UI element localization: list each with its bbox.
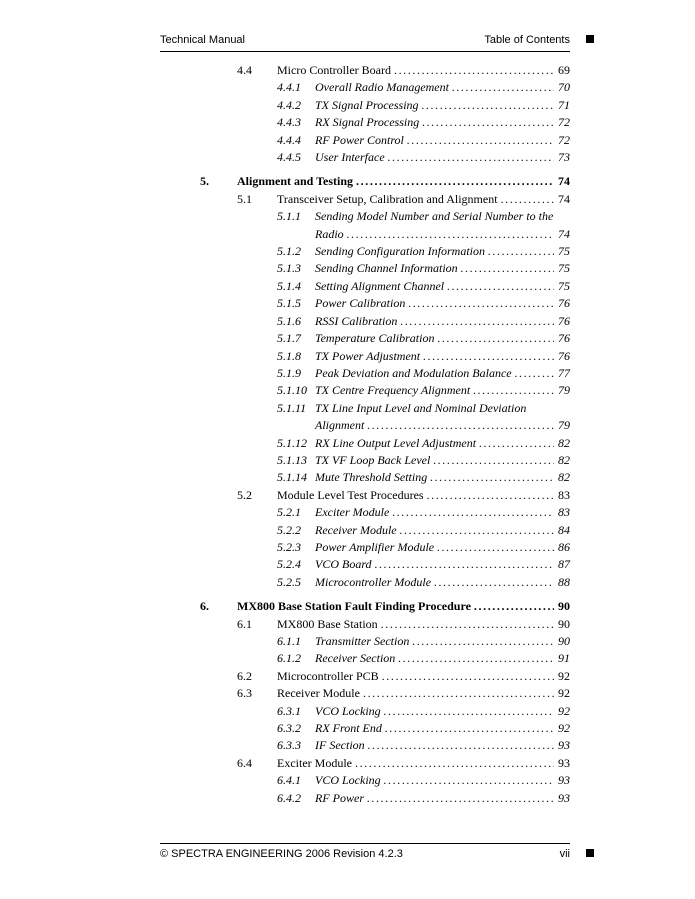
toc-entry-title: VCO Board — [315, 557, 372, 572]
header-corner-mark — [586, 35, 594, 43]
toc-entry — [200, 97, 570, 114]
toc-dot-leader — [427, 487, 554, 504]
toc-entry — [200, 295, 570, 312]
toc-entry-title: Transceiver Setup, Calibration and Alignment — [277, 191, 498, 206]
running-footer — [160, 843, 570, 860]
running-header — [160, 34, 570, 52]
toc-entry-page: 93 — [558, 790, 570, 805]
toc-dot-leader — [501, 191, 554, 208]
toc-dot-leader — [368, 737, 554, 754]
toc-entry-title: Exciter Module — [315, 505, 390, 520]
toc-entry-number: 5.2.5 — [277, 574, 301, 589]
toc-entry-line — [315, 278, 570, 295]
toc-entry-body — [315, 382, 570, 399]
toc-entry-line — [277, 668, 570, 685]
toc-entry-page: 77 — [558, 365, 570, 380]
toc-entry — [200, 382, 570, 399]
toc-entry-title: RX Front End — [315, 721, 382, 736]
toc-entry — [200, 114, 570, 131]
toc-entry-number: 5.2.3 — [277, 539, 301, 554]
toc-entry-body — [315, 556, 570, 573]
toc-entry-line — [315, 243, 570, 260]
toc-entry-number: 6.3 — [237, 686, 252, 701]
toc-dot-leader — [412, 633, 554, 650]
toc-entry-body — [315, 348, 570, 365]
toc-entry-line — [315, 97, 570, 114]
toc-entry — [200, 278, 570, 295]
toc-entry-body — [315, 469, 570, 486]
toc-entry-body — [315, 365, 570, 382]
toc-dot-leader — [422, 97, 554, 114]
toc-entry-body — [277, 616, 570, 633]
toc-entry-title: TX VF Loop Back Level — [315, 452, 431, 467]
toc-entry-page: 83 — [558, 505, 570, 520]
toc-entry-title: Receiver Module — [315, 522, 397, 537]
toc-entry-title: Module Level Test Procedures — [277, 487, 424, 502]
toc-entry-page: 93 — [558, 773, 570, 788]
toc-entry-line — [277, 685, 570, 702]
toc-entry-number: 6. — [200, 599, 209, 614]
toc-entry — [200, 62, 570, 79]
toc-entry — [200, 208, 570, 243]
toc-dot-leader — [355, 755, 554, 772]
toc-entry — [200, 539, 570, 556]
toc-entry-body — [315, 278, 570, 295]
toc-entry-body — [315, 260, 570, 277]
toc-entry-line — [315, 208, 570, 225]
toc-entry-page: 76 — [558, 313, 570, 328]
toc-entry-title: Setting Alignment Channel — [315, 278, 445, 293]
toc-entry-body — [315, 243, 570, 260]
toc-entry — [200, 616, 570, 633]
toc-entry-page: 93 — [558, 738, 570, 753]
toc-entry-page: 75 — [558, 244, 570, 259]
toc-entry-number: 5.1.12 — [277, 435, 307, 450]
footer-page-number: vii — [559, 848, 570, 860]
toc-entry-line — [315, 260, 570, 277]
toc-entry-body — [315, 330, 570, 347]
toc-entry-title: RF Power — [315, 790, 364, 805]
toc-entry-title: Microcontroller Module — [315, 574, 432, 589]
toc-entry-number: 5.1.1 — [277, 209, 301, 224]
toc-entry-page: 82 — [558, 452, 570, 467]
toc-entry-title: Sending Configuration Information — [315, 244, 486, 259]
toc-entry-body — [277, 755, 570, 772]
toc-entry-number: 4.4 — [237, 63, 252, 77]
toc-entry — [200, 772, 570, 789]
toc-entry-title: VCO Locking — [315, 703, 381, 718]
toc-dot-leader — [474, 598, 554, 615]
toc-entry — [200, 685, 570, 702]
toc-entry-title: Exciter Module — [277, 755, 352, 770]
toc-entry-number: 5.1.9 — [277, 365, 301, 380]
toc-entry — [200, 313, 570, 330]
toc-entry-line — [237, 598, 570, 615]
toc-entry-title: RSSI Calibration — [315, 313, 398, 328]
header-left-text: Technical Manual — [160, 34, 245, 46]
toc-dot-leader — [384, 772, 554, 789]
toc-entry-title: IF Section — [315, 738, 365, 753]
toc-entry-title: RF Power Control — [315, 132, 404, 147]
toc-entry-line — [315, 452, 570, 469]
toc-entry — [200, 243, 570, 260]
toc-entry-line — [315, 382, 570, 399]
toc-entry — [200, 191, 570, 208]
toc-dot-leader — [356, 173, 554, 190]
toc-entry-title: RX Signal Processing — [315, 115, 420, 130]
toc-dot-leader — [388, 149, 554, 166]
toc-entry — [200, 633, 570, 650]
toc-entry-title: Power Amplifier Module — [315, 539, 435, 554]
toc-entry-number: 5.1.7 — [277, 331, 301, 346]
toc-entry-line — [315, 132, 570, 149]
toc-entry-line — [315, 149, 570, 166]
toc-entry-line — [315, 633, 570, 650]
toc-entry-title: User Interface — [315, 150, 385, 165]
toc-entry-page: 88 — [558, 574, 570, 589]
toc-entry-title: Temperature Calibration — [315, 331, 435, 346]
toc-entry-page: 90 — [558, 616, 570, 631]
toc-entry-title: Alignment — [315, 418, 365, 433]
toc-dot-leader — [488, 243, 554, 260]
toc-entry — [200, 556, 570, 573]
toc-entry-title: Mute Threshold Setting — [315, 470, 428, 485]
toc-entry — [200, 522, 570, 539]
toc-entry-page: 82 — [558, 435, 570, 450]
toc-dot-leader — [363, 685, 554, 702]
toc-entry-line — [315, 365, 570, 382]
toc-dot-leader — [479, 435, 554, 452]
toc-entry-line — [315, 556, 570, 573]
toc-entry-page: 90 — [558, 634, 570, 648]
toc-entry-body — [315, 97, 570, 114]
toc-entry-number: 5.1.8 — [277, 348, 301, 363]
toc-entry-body — [315, 452, 570, 469]
toc-entry-number: 6.2 — [237, 668, 252, 683]
toc-entry-page: 92 — [558, 668, 570, 683]
toc-entry-body — [315, 574, 570, 591]
toc-list — [200, 62, 570, 807]
toc-entry-line — [315, 539, 570, 556]
toc-entry-body — [315, 650, 570, 667]
toc-entry-line — [315, 114, 570, 131]
toc-dot-leader — [367, 790, 554, 807]
toc-entry-line — [315, 574, 570, 591]
footer-corner-mark — [586, 849, 594, 857]
toc-entry-page: 86 — [558, 539, 570, 554]
toc-entry-title: RX Line Output Level Adjustment — [315, 435, 477, 450]
toc-entry-number: 5.1.10 — [277, 383, 307, 398]
toc-entry-number: 4.4.5 — [277, 150, 301, 165]
toc-entry-page: 70 — [558, 80, 570, 95]
toc-entry-line — [315, 417, 570, 434]
toc-entry-number: 5.1.3 — [277, 261, 301, 276]
toc-entry — [200, 574, 570, 591]
toc-entry-line — [315, 226, 570, 243]
toc-entry-page: 75 — [558, 278, 570, 293]
toc-entry-page: 73 — [558, 150, 570, 165]
toc-entry-title: Receiver Section — [315, 651, 396, 666]
toc-entry-line — [277, 62, 570, 79]
toc-entry-number: 4.4.1 — [277, 80, 301, 95]
toc-entry-page: 87 — [558, 557, 570, 572]
toc-entry-number: 5.1 — [237, 191, 252, 206]
toc-entry-number: 6.1 — [237, 616, 252, 631]
toc-entry-page: 92 — [558, 721, 570, 736]
toc-entry — [200, 400, 570, 435]
toc-entry-number: 5.1.6 — [277, 313, 301, 328]
toc-entry-line — [315, 295, 570, 312]
toc-entry-line — [277, 616, 570, 633]
toc-entry — [200, 650, 570, 667]
toc-dot-leader — [447, 278, 554, 295]
toc-entry — [200, 149, 570, 166]
toc-dot-leader — [400, 522, 554, 539]
toc-entry-line — [277, 191, 570, 208]
toc-dot-leader — [473, 382, 554, 399]
toc-dot-leader — [430, 469, 554, 486]
toc-entry-number: 6.4.2 — [277, 790, 301, 805]
toc-entry — [200, 330, 570, 347]
toc-entry — [200, 348, 570, 365]
toc-dot-leader — [394, 62, 554, 79]
toc-entry-line — [315, 650, 570, 667]
toc-entry-title: Transmitter Section — [315, 634, 410, 648]
toc-entry-title: MX800 Base Station — [277, 616, 378, 631]
toc-entry-body — [237, 598, 570, 615]
toc-entry — [200, 365, 570, 382]
toc-entry-number: 5.1.4 — [277, 278, 301, 293]
toc-entry-number: 6.3.2 — [277, 721, 301, 736]
toc-entry-number: 5.2.2 — [277, 522, 301, 537]
toc-entry-number: 5.1.11 — [277, 400, 307, 415]
toc-dot-leader — [400, 313, 554, 330]
toc-dot-leader — [384, 703, 554, 720]
toc-entry-title: Alignment and Testing — [237, 174, 354, 189]
toc-entry-page: 91 — [558, 651, 570, 666]
toc-entry-number: 6.3.1 — [277, 703, 301, 718]
toc-entry-number: 4.4.3 — [277, 115, 301, 130]
toc-entry-title: Power Calibration — [315, 296, 406, 311]
toc-entry-line — [315, 435, 570, 452]
toc-dot-leader — [461, 260, 554, 277]
toc-entry-title: TX Line Input Level and Nominal Deviation — [315, 400, 527, 415]
toc-entry-page: 74 — [558, 226, 570, 241]
header-right-text: Table of Contents — [484, 34, 570, 46]
toc-entry — [200, 504, 570, 521]
toc-entry — [200, 487, 570, 504]
toc-entry — [200, 737, 570, 754]
toc-dot-leader — [398, 650, 554, 667]
toc-entry-title: Radio — [315, 226, 344, 241]
toc-entry-number: 6.3.3 — [277, 738, 301, 753]
toc-entry-page: 69 — [558, 63, 570, 77]
toc-entry-number: 5.1.2 — [277, 244, 301, 259]
toc-entry-page: 72 — [558, 115, 570, 130]
toc-entry-body — [277, 487, 570, 504]
toc-entry-line — [315, 737, 570, 754]
toc-entry-body — [315, 132, 570, 149]
toc-entry-number: 5.2.1 — [277, 505, 301, 520]
toc-entry-body — [315, 703, 570, 720]
toc-entry — [200, 598, 570, 615]
toc-entry — [200, 260, 570, 277]
toc-dot-leader — [385, 720, 554, 737]
toc-dot-leader — [422, 114, 554, 131]
toc-entry — [200, 720, 570, 737]
toc-entry-title: Sending Model Number and Serial Number to the — [315, 209, 554, 224]
toc-entry-number: 6.4 — [237, 755, 252, 770]
toc-entry — [200, 668, 570, 685]
toc-entry-title: Overall Radio Management — [315, 80, 449, 95]
toc-entry-body — [277, 668, 570, 685]
toc-entry — [200, 173, 570, 190]
toc-dot-leader — [347, 226, 554, 243]
toc-entry-page: 93 — [558, 755, 570, 770]
toc-entry-page: 82 — [558, 470, 570, 485]
toc-entry-body — [315, 295, 570, 312]
toc-dot-leader — [434, 574, 554, 591]
toc-entry-line — [315, 313, 570, 330]
toc-entry-body — [315, 633, 570, 650]
toc-entry-body — [315, 790, 570, 807]
toc-entry-line — [315, 400, 570, 417]
toc-dot-leader — [515, 365, 554, 382]
toc-entry — [200, 79, 570, 96]
toc-dot-leader — [367, 417, 554, 434]
toc-dot-leader — [437, 330, 554, 347]
toc-entry-body — [315, 208, 570, 243]
toc-entry — [200, 755, 570, 772]
toc-entry — [200, 452, 570, 469]
toc-entry-line — [277, 487, 570, 504]
toc-dot-leader — [407, 132, 554, 149]
toc-entry-title: Microcontroller PCB — [277, 668, 379, 683]
toc-entry-number: 5. — [200, 174, 209, 189]
toc-entry-page: 79 — [558, 418, 570, 433]
toc-entry-page: 83 — [558, 487, 570, 502]
toc-entry-page: 92 — [558, 686, 570, 701]
toc-entry-number: 6.1.2 — [277, 651, 301, 666]
toc-entry-page: 76 — [558, 348, 570, 363]
toc-dot-leader — [437, 539, 554, 556]
toc-dot-leader — [375, 556, 554, 573]
toc-entry-body — [277, 62, 570, 79]
toc-entry-title: TX Power Adjustment — [315, 348, 421, 363]
toc-entry-page: 71 — [558, 97, 570, 112]
toc-entry — [200, 435, 570, 452]
toc-entry-line — [315, 720, 570, 737]
toc-entry-line — [315, 330, 570, 347]
toc-dot-leader — [423, 348, 554, 365]
toc-entry-page: 84 — [558, 522, 570, 537]
toc-dot-leader — [392, 504, 554, 521]
toc-entry-body — [315, 114, 570, 131]
toc-entry-page: 76 — [558, 296, 570, 311]
toc-entry-page: 79 — [558, 383, 570, 398]
toc-entry-line — [315, 79, 570, 96]
toc-entry — [200, 132, 570, 149]
toc-entry-body — [315, 539, 570, 556]
toc-entry-title: Sending Channel Information — [315, 261, 458, 276]
toc-entry-body — [315, 149, 570, 166]
toc-entry-line — [315, 522, 570, 539]
toc-dot-leader — [408, 295, 554, 312]
toc-entry-number: 5.1.5 — [277, 296, 301, 311]
toc-entry — [200, 703, 570, 720]
toc-dot-leader — [382, 668, 554, 685]
toc-entry-number: 5.2.4 — [277, 557, 301, 572]
toc-entry-body — [315, 522, 570, 539]
toc-entry-body — [315, 772, 570, 789]
toc-entry-number: 5.1.13 — [277, 452, 307, 467]
toc-entry-body — [315, 400, 570, 435]
toc-dot-leader — [433, 452, 554, 469]
toc-dot-leader — [452, 79, 554, 96]
toc-entry-title: Peak Deviation and Modulation Balance — [315, 365, 512, 380]
toc-entry-line — [315, 348, 570, 365]
toc-entry-body — [315, 313, 570, 330]
toc-entry-page: 72 — [558, 132, 570, 147]
toc-entry-page: 76 — [558, 331, 570, 346]
toc-entry-page: 74 — [558, 174, 570, 189]
toc-entry-line — [315, 772, 570, 789]
toc-entry-page: 74 — [558, 191, 570, 206]
toc-entry-title: VCO Locking — [315, 773, 381, 788]
toc-entry-line — [277, 755, 570, 772]
toc-entry-body — [315, 79, 570, 96]
toc-entry-body — [315, 737, 570, 754]
toc-entry-body — [315, 504, 570, 521]
toc-entry-number: 6.1.1 — [277, 634, 301, 648]
toc-entry-page: 75 — [558, 261, 570, 276]
toc-entry-body — [315, 720, 570, 737]
toc-entry — [200, 469, 570, 486]
toc-entry-body — [277, 685, 570, 702]
toc-entry-number: 4.4.2 — [277, 97, 301, 112]
toc-entry-title: Micro Controller Board — [277, 63, 391, 77]
toc-entry-number: 6.4.1 — [277, 773, 301, 788]
toc-entry-line — [315, 504, 570, 521]
toc-entry — [200, 790, 570, 807]
toc-entry-body — [315, 435, 570, 452]
toc-entry-title: TX Signal Processing — [315, 97, 419, 112]
toc-dot-leader — [381, 616, 554, 633]
toc-entry-number: 4.4.4 — [277, 132, 301, 147]
toc-entry-body — [277, 191, 570, 208]
footer-copyright-text: © SPECTRA ENGINEERING 2006 Revision 4.2.3 — [160, 848, 403, 860]
toc-entry-page: 90 — [558, 599, 570, 614]
toc-entry-title: MX800 Base Station Fault Finding Procedure — [237, 599, 471, 614]
toc-entry-number: 5.2 — [237, 487, 252, 502]
toc-entry-line — [315, 790, 570, 807]
toc-entry-line — [237, 173, 570, 190]
toc-entry-line — [315, 703, 570, 720]
toc-entry-number: 5.1.14 — [277, 470, 307, 485]
toc-entry-line — [315, 469, 570, 486]
toc-entry-title: TX Centre Frequency Alignment — [315, 383, 471, 398]
toc-entry-page: 92 — [558, 703, 570, 718]
toc-entry-body — [237, 173, 570, 190]
toc-entry-title: Receiver Module — [277, 686, 360, 701]
